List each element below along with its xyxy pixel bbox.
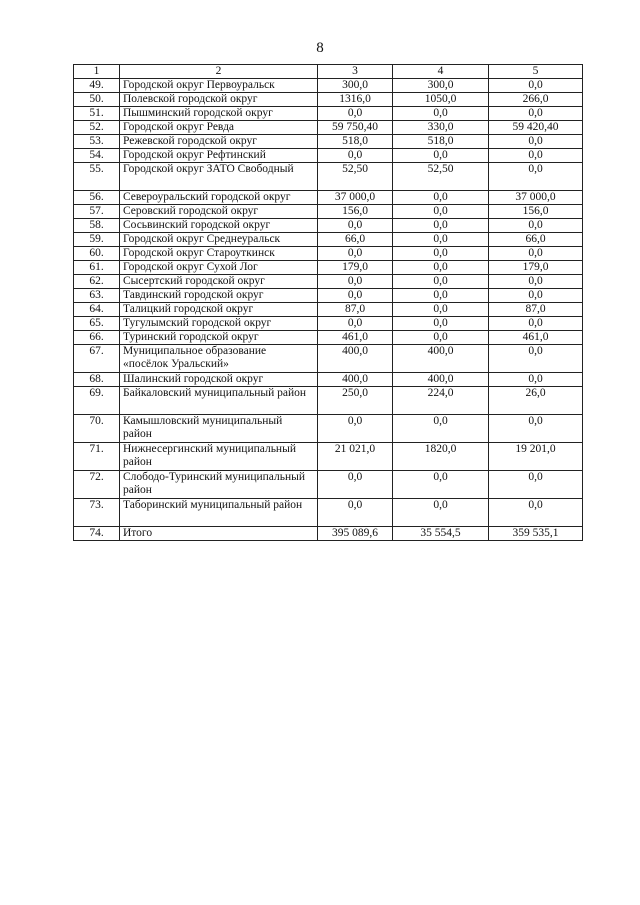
column-5-amount-cell: 19 201,0 — [489, 443, 583, 471]
total-amount-cell: 0,0 — [318, 275, 393, 289]
total-amount-cell: 66,0 — [318, 233, 393, 247]
header-cell: 1 — [74, 65, 120, 79]
row-number-cell: 51. — [74, 107, 120, 121]
total-amount-cell: 0,0 — [318, 149, 393, 163]
column-4-amount-cell: 400,0 — [393, 345, 489, 373]
municipality-name-cell: Слободо-Туринский муниципальный район — [120, 471, 318, 499]
column-5-amount-cell: 26,0 — [489, 387, 583, 415]
column-4-amount-cell: 0,0 — [393, 331, 489, 345]
page-number: 8 — [316, 40, 324, 56]
table-row — [74, 289, 583, 303]
row-number-cell: 57. — [74, 205, 120, 219]
total-amount-cell: 0,0 — [318, 471, 393, 499]
total-amount-cell: 0,0 — [318, 247, 393, 261]
row-number-cell: 66. — [74, 331, 120, 345]
municipality-name-cell: Итого — [120, 527, 318, 541]
municipality-name-cell: Городской округ Первоуральск — [120, 79, 318, 93]
municipality-name-cell: Тугулымский городской округ — [120, 317, 318, 331]
row-number-cell: 58. — [74, 219, 120, 233]
total-amount-cell: 395 089,6 — [318, 527, 393, 541]
row-number-cell: 52. — [74, 121, 120, 135]
column-4-amount-cell: 0,0 — [393, 415, 489, 443]
column-4-amount-cell: 0,0 — [393, 261, 489, 275]
header-cell: 3 — [318, 65, 393, 79]
row-number-cell: 56. — [74, 191, 120, 205]
column-5-amount-cell: 0,0 — [489, 289, 583, 303]
total-amount-cell: 1316,0 — [318, 93, 393, 107]
column-5-amount-cell: 0,0 — [489, 219, 583, 233]
column-4-amount-cell: 0,0 — [393, 275, 489, 289]
row-number-cell: 69. — [74, 387, 120, 415]
table-row — [74, 163, 583, 191]
column-4-amount-cell: 35 554,5 — [393, 527, 489, 541]
total-amount-cell: 0,0 — [318, 219, 393, 233]
column-4-amount-cell: 0,0 — [393, 247, 489, 261]
row-number-cell: 61. — [74, 261, 120, 275]
table-row — [74, 471, 583, 499]
municipality-name-cell: Талицкий городской округ — [120, 303, 318, 317]
column-5-amount-cell: 0,0 — [489, 79, 583, 93]
header-cell: 4 — [393, 65, 489, 79]
table-row — [74, 219, 583, 233]
table-row — [74, 317, 583, 331]
total-amount-cell: 250,0 — [318, 387, 393, 415]
column-5-amount-cell: 0,0 — [489, 317, 583, 331]
column-5-amount-cell: 179,0 — [489, 261, 583, 275]
municipality-name-cell: Нижнесергинский муниципальный район — [120, 443, 318, 471]
row-number-cell: 72. — [74, 471, 120, 499]
total-amount-cell: 300,0 — [318, 79, 393, 93]
table-row — [74, 121, 583, 135]
municipality-name-cell: Сосьвинский городской округ — [120, 219, 318, 233]
column-5-amount-cell: 0,0 — [489, 275, 583, 289]
municipality-name-cell: Городской округ Сухой Лог — [120, 261, 318, 275]
column-4-amount-cell: 0,0 — [393, 289, 489, 303]
table-row — [74, 443, 583, 471]
table-row — [74, 205, 583, 219]
total-amount-cell: 400,0 — [318, 345, 393, 373]
column-4-amount-cell: 0,0 — [393, 303, 489, 317]
row-number-cell: 54. — [74, 149, 120, 163]
table-header-row — [74, 65, 583, 79]
municipality-name-cell: Городской округ Рефтинский — [120, 149, 318, 163]
column-4-amount-cell: 0,0 — [393, 107, 489, 121]
total-amount-cell: 59 750,40 — [318, 121, 393, 135]
total-amount-cell: 52,50 — [318, 163, 393, 191]
total-amount-cell: 0,0 — [318, 107, 393, 121]
row-number-cell: 59. — [74, 233, 120, 247]
municipality-name-cell: Серовский городской округ — [120, 205, 318, 219]
column-5-amount-cell: 0,0 — [489, 499, 583, 527]
column-5-amount-cell: 266,0 — [489, 93, 583, 107]
column-4-amount-cell: 0,0 — [393, 205, 489, 219]
table-row — [74, 247, 583, 261]
column-5-amount-cell: 66,0 — [489, 233, 583, 247]
municipality-name-cell: Городской округ Староуткинск — [120, 247, 318, 261]
table-row — [74, 345, 583, 373]
municipality-name-cell: Полевской городской округ — [120, 93, 318, 107]
table-row — [74, 93, 583, 107]
header-cell: 2 — [120, 65, 318, 79]
row-number-cell: 63. — [74, 289, 120, 303]
total-amount-cell: 0,0 — [318, 317, 393, 331]
row-number-cell: 60. — [74, 247, 120, 261]
row-number-cell: 49. — [74, 79, 120, 93]
municipality-name-cell: Таборинский муниципальный район — [120, 499, 318, 527]
column-5-amount-cell: 156,0 — [489, 205, 583, 219]
row-number-cell: 50. — [74, 93, 120, 107]
column-5-amount-cell: 0,0 — [489, 163, 583, 191]
table-row — [74, 233, 583, 247]
municipality-name-cell: Муниципальное образование «посёлок Уральский» — [120, 345, 318, 373]
total-amount-cell: 156,0 — [318, 205, 393, 219]
total-amount-cell: 37 000,0 — [318, 191, 393, 205]
column-4-amount-cell: 224,0 — [393, 387, 489, 415]
column-4-amount-cell: 0,0 — [393, 317, 489, 331]
total-amount-cell: 0,0 — [318, 289, 393, 303]
row-number-cell: 53. — [74, 135, 120, 149]
column-5-amount-cell: 0,0 — [489, 135, 583, 149]
municipality-name-cell: Тавдинский городской округ — [120, 289, 318, 303]
table-row — [74, 261, 583, 275]
column-5-amount-cell: 0,0 — [489, 345, 583, 373]
column-5-amount-cell: 37 000,0 — [489, 191, 583, 205]
column-5-amount-cell: 0,0 — [489, 149, 583, 163]
table-row — [74, 499, 583, 527]
total-amount-cell: 0,0 — [318, 415, 393, 443]
column-5-amount-cell: 0,0 — [489, 471, 583, 499]
row-number-cell: 55. — [74, 163, 120, 191]
column-4-amount-cell: 0,0 — [393, 149, 489, 163]
row-number-cell: 71. — [74, 443, 120, 471]
municipality-name-cell: Сысертский городской округ — [120, 275, 318, 289]
column-5-amount-cell: 0,0 — [489, 415, 583, 443]
column-5-amount-cell: 461,0 — [489, 331, 583, 345]
column-5-amount-cell: 0,0 — [489, 247, 583, 261]
header-cell: 5 — [489, 65, 583, 79]
total-amount-cell: 518,0 — [318, 135, 393, 149]
municipality-name-cell: Шалинский городской округ — [120, 373, 318, 387]
table-row — [74, 107, 583, 121]
municipality-name-cell: Камышловский муниципальный район — [120, 415, 318, 443]
column-4-amount-cell: 518,0 — [393, 135, 489, 149]
municipality-name-cell: Городской округ Среднеуральск — [120, 233, 318, 247]
column-5-amount-cell: 0,0 — [489, 107, 583, 121]
row-number-cell: 65. — [74, 317, 120, 331]
municipality-name-cell: Городской округ Ревда — [120, 121, 318, 135]
table-row — [74, 527, 583, 541]
table-row — [74, 373, 583, 387]
table-row — [74, 79, 583, 93]
column-4-amount-cell: 300,0 — [393, 79, 489, 93]
total-amount-cell: 0,0 — [318, 499, 393, 527]
row-number-cell: 74. — [74, 527, 120, 541]
municipality-name-cell: Городской округ ЗАТО Свободный — [120, 163, 318, 191]
column-5-amount-cell: 87,0 — [489, 303, 583, 317]
column-4-amount-cell: 0,0 — [393, 233, 489, 247]
municipality-name-cell: Режевской городской округ — [120, 135, 318, 149]
table-row — [74, 149, 583, 163]
table-row — [74, 331, 583, 345]
budget-table — [73, 64, 583, 541]
column-4-amount-cell: 0,0 — [393, 219, 489, 233]
column-5-amount-cell: 359 535,1 — [489, 527, 583, 541]
row-number-cell: 68. — [74, 373, 120, 387]
column-4-amount-cell: 400,0 — [393, 373, 489, 387]
column-4-amount-cell: 52,50 — [393, 163, 489, 191]
column-5-amount-cell: 0,0 — [489, 373, 583, 387]
table-row — [74, 191, 583, 205]
total-amount-cell: 461,0 — [318, 331, 393, 345]
column-4-amount-cell: 1820,0 — [393, 443, 489, 471]
column-4-amount-cell: 0,0 — [393, 471, 489, 499]
table-row — [74, 135, 583, 149]
row-number-cell: 70. — [74, 415, 120, 443]
table-row — [74, 387, 583, 415]
column-4-amount-cell: 0,0 — [393, 499, 489, 527]
row-number-cell: 73. — [74, 499, 120, 527]
municipality-name-cell: Пышминский городской округ — [120, 107, 318, 121]
municipality-name-cell: Североуральский городской округ — [120, 191, 318, 205]
total-amount-cell: 179,0 — [318, 261, 393, 275]
table-row — [74, 275, 583, 289]
column-5-amount-cell: 59 420,40 — [489, 121, 583, 135]
column-4-amount-cell: 0,0 — [393, 191, 489, 205]
row-number-cell: 64. — [74, 303, 120, 317]
row-number-cell: 67. — [74, 345, 120, 373]
total-amount-cell: 21 021,0 — [318, 443, 393, 471]
total-amount-cell: 87,0 — [318, 303, 393, 317]
column-4-amount-cell: 1050,0 — [393, 93, 489, 107]
total-amount-cell: 400,0 — [318, 373, 393, 387]
column-4-amount-cell: 330,0 — [393, 121, 489, 135]
table-row — [74, 415, 583, 443]
municipality-name-cell: Байкаловский муниципальный район — [120, 387, 318, 415]
table-row — [74, 303, 583, 317]
row-number-cell: 62. — [74, 275, 120, 289]
municipality-name-cell: Туринский городской округ — [120, 331, 318, 345]
